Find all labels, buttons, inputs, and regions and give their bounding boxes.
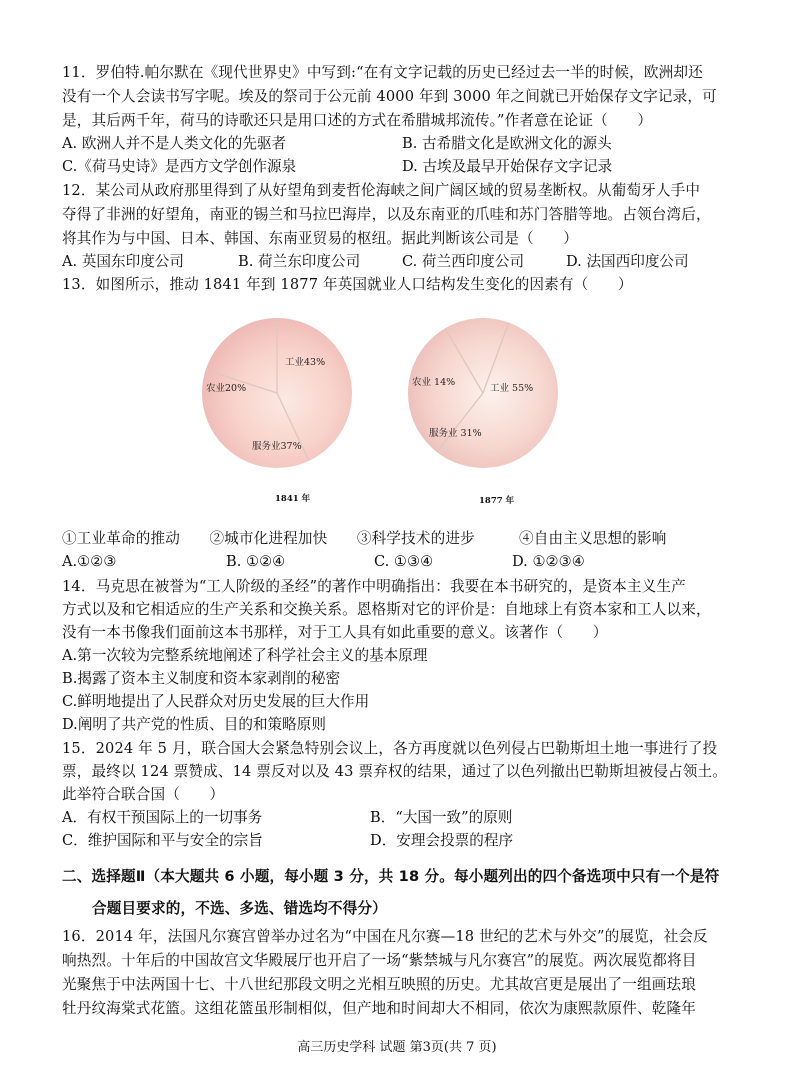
pie-chart-1841 xyxy=(202,318,352,468)
q15-stem-line1: 15．2024 年 5 月，联合国大会紧急特别会议上，各方再度就以色列侵占巴勒斯坦土地一事进行了投 xyxy=(62,740,718,757)
q15-stem-line2: 票，最终以 124 票赞成、14 票反对以及 43 票弃权的结果，通过了以色列撤出巴勒斯坦被侵占领土。 xyxy=(62,763,727,780)
employment-pie-charts xyxy=(190,315,590,515)
q11-option-d: D. 古埃及最早开始保存文字记录 xyxy=(402,158,613,175)
q11-stem-line3: 是，其后两千年，荷马的诗歌还只是用口述的方式在希腊城邦流传。”作者意在论证（ ） xyxy=(62,112,653,129)
q14-option-c: C.鲜明地提出了人民群众对历史发展的巨大作用 xyxy=(62,693,370,710)
pie-slice-label-服务业: 服务业 31% xyxy=(429,428,482,439)
q13-option-d: D. ①②③④ xyxy=(512,553,585,570)
q11-stem-line2: 没有一个人会读书写字呢。埃及的祭司于公元前 4000 年到 3000 年之间就已开始保存文字记录，可 xyxy=(62,88,717,105)
q12-option-a: A. 英国东印度公司 xyxy=(62,253,184,270)
q14-option-d: D.阐明了共产党的性质、目的和策略原则 xyxy=(62,716,326,733)
q15-option-a: A．有权干预国际上的一切事务 xyxy=(62,809,263,826)
q12-stem-line2: 夺得了非洲的好望角，南亚的锡兰和马拉巴海岸，以及东南亚的爪哇和苏门答腊等地。占领台湾后， xyxy=(62,206,711,223)
section2-heading-line2: 合题目要求的，不选、多选、错选均不得分） xyxy=(92,900,387,917)
q15-option-b: B．“大国一致”的原则 xyxy=(370,809,513,826)
q12-option-c: C. 荷兰西印度公司 xyxy=(402,253,525,270)
q11-option-b: B. 古希腊文化是欧洲文化的源头 xyxy=(402,135,612,152)
q15-option-c: C．维护国际和平与安全的宗旨 xyxy=(62,832,263,849)
q13-factor-items: ①工业革命的推动 ②城市化进程加快 ③科学技术的进步 ④自由主义思想的影响 xyxy=(62,530,667,547)
q14-stem-line3: 没有一本书像我们面前这本书那样，对于工人具有如此重要的意义。该著作（ ） xyxy=(62,624,608,641)
q12-stem-line3: 将其作为与中国、日本、韩国、东南亚贸易的枢纽。据此判断该公司是（ ） xyxy=(62,230,579,247)
q16-stem-line3: 光聚焦于中法两国十七、十八世纪那段文明之光相互映照的历史。尤其故宫更是展出了一组画珐琅 xyxy=(62,976,696,993)
q11-option-c: C.《荷马史诗》是西方文学创作源泉 xyxy=(62,158,297,175)
q15-option-d: D．安理会投票的程序 xyxy=(370,832,514,849)
pie-slice-label-服务业: 服务业37% xyxy=(252,441,302,452)
pie-slice-label-工业: 工业43% xyxy=(285,357,326,368)
q14-stem-line2: 方式以及和它相适应的生产关系和交换关系。恩格斯对它的评价是：自地球上有资本家和工人以来， xyxy=(62,601,711,618)
pie-slice-label-农业: 农业 14% xyxy=(412,377,456,388)
pie-caption-1841: 1841 年 xyxy=(275,494,311,504)
q12-option-d: D. 法国西印度公司 xyxy=(566,253,689,270)
pie-chart-1877 xyxy=(408,318,558,468)
q12-option-b: B. 荷兰东印度公司 xyxy=(238,253,361,270)
q13-option-b: B. ①②④ xyxy=(226,553,286,570)
q16-stem-line1: 16．2014 年，法国凡尔赛宫曾举办过名为“中国在凡尔赛—18 世纪的艺术与外交”的展览，社会反 xyxy=(62,928,708,945)
section2-heading-line1: 二、选择题Ⅱ（本大题共 6 小题，每小题 3 分，共 18 分。每小题列出的四个备选项中只有一个是符 xyxy=(62,868,720,885)
page-footer: 高三历史学科 试题 第3页(共 7 页) xyxy=(297,1040,497,1055)
pie-slice-label-农业: 农业20% xyxy=(206,383,247,394)
q15-stem-line3: 此举符合联合国（ ） xyxy=(62,786,225,803)
q13-option-c: C. ①③④ xyxy=(374,553,434,570)
q11-stem-line1: 11．罗伯特.帕尔默在《现代世界史》中写到:“在有文字记载的历史已经过去一半的时候，欧洲却还 xyxy=(62,64,703,81)
pie-slice-label-工业: 工业 55% xyxy=(490,383,534,394)
pie-caption-1877: 1877 年 xyxy=(479,496,515,506)
q14-stem-line1: 14．马克思在被誉为“工人阶级的圣经”的著作中明确指出：我要在本书研究的，是资本主义生产 xyxy=(62,578,686,595)
q16-stem-line4: 牡丹纹海棠式花篮。这组花篮虽形制相似，但产地和时间却大不相同，依次为康熙款原件、乾隆年 xyxy=(62,1000,696,1017)
q14-option-b: B.揭露了资本主义制度和资本家剥削的秘密 xyxy=(62,670,341,687)
q11-option-a: A. 欧洲人并不是人类文化的先驱者 xyxy=(62,135,287,152)
q16-stem-line2: 响热烈。十年后的中国故宫文华殿展厅也开启了一场“紫禁城与凡尔赛宫”的展览。两次展览都将目 xyxy=(62,952,697,969)
q13-stem: 13．如图所示，推动 1841 年到 1877 年英国就业人口结构发生变化的因素有（ ） xyxy=(62,276,633,293)
q13-option-a: A.①②③ xyxy=(62,553,117,570)
q14-option-a: A.第一次较为完整系统地阐述了科学社会主义的基本原理 xyxy=(62,647,428,664)
q12-stem-line1: 12．某公司从政府那里得到了从好望角到麦哲伦海峡之间广阔区域的贸易垄断权。从葡萄牙人手中 xyxy=(62,182,701,199)
